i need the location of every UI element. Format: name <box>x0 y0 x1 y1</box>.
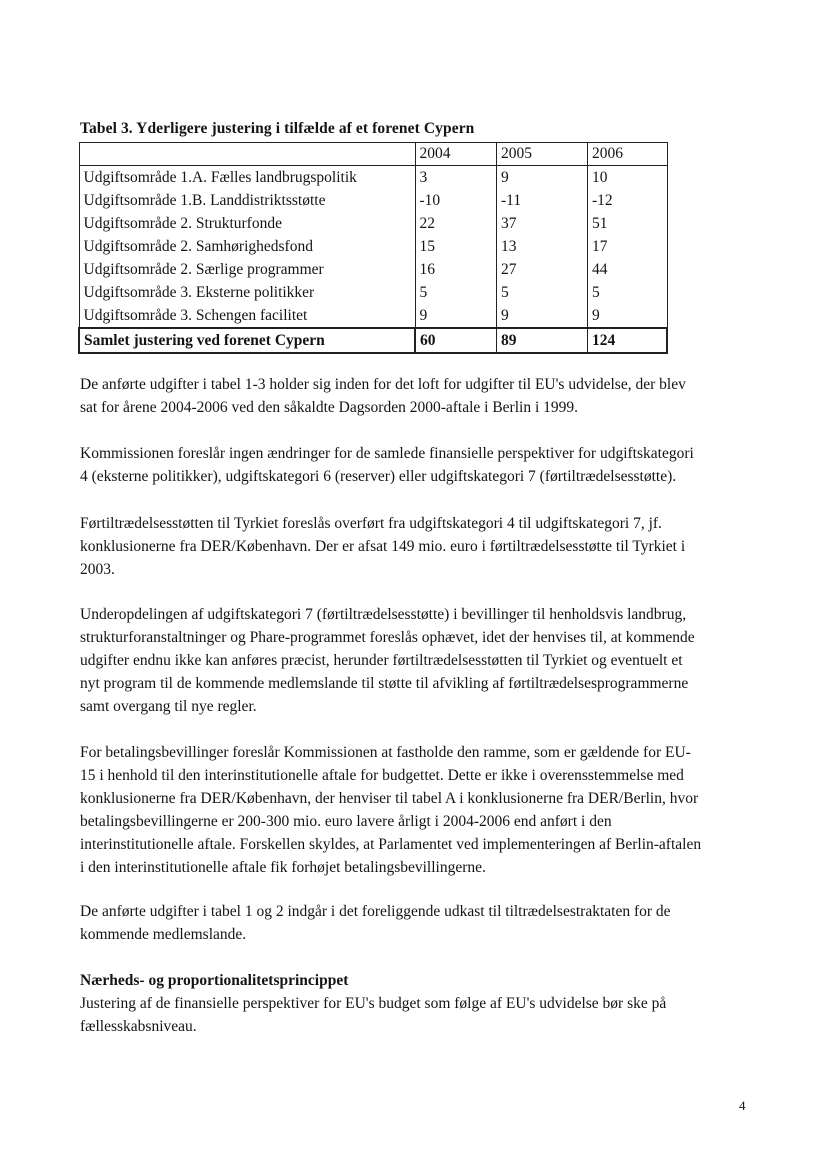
header-cell-2006: 2006 <box>588 143 668 166</box>
total-2005: 89 <box>497 328 588 353</box>
text-line: udgifter endnu ikke kan anføres præcist, herunder førtiltrædelsesstøtten til Tyrkiet og eventuelt et <box>80 652 683 669</box>
cell-2005: 13 <box>497 235 588 258</box>
text-line: interinstitutionelle aftale. Forskellen skyldes, at Parlamentet ved implementeringen af Berlin-aftalen <box>80 836 702 853</box>
text-line: De anførte udgifter i tabel 1-3 holder sig inden for det loft for udgifter til EU's udvidelse, der blev <box>80 376 686 393</box>
cell-2005: 37 <box>497 212 588 235</box>
text-line: 2003. <box>80 561 115 578</box>
table-total-row <box>79 328 667 353</box>
cell-2006: 51 <box>588 212 668 235</box>
header-cell-2004: 2004 <box>415 143 497 166</box>
table-row <box>79 281 667 304</box>
text-line: 4 (eksterne politikker), udgiftskategori 6 (reserver) eller udgiftskategori 7 (førtiltrædelsesstøtte). <box>80 468 677 485</box>
header-cell-empty <box>79 143 415 166</box>
table-header-row <box>79 143 667 166</box>
text-line: samt overgang til nye regler. <box>80 698 257 715</box>
paragraph-financial-perspectives <box>80 442 760 488</box>
text-line: Førtiltrædelsesstøtten til Tyrkiet foreslås overført fra udgiftskategori 4 til udgiftskategori 7, jf. <box>80 515 662 532</box>
text-line: For betalingsbevillinger foreslår Kommissionen at fastholde den ramme, som er gældende for EU- <box>80 744 691 761</box>
text-line: Kommissionen foreslår ingen ændringer for de samlede finansielle perspektiver for udgiftskategori <box>80 445 694 462</box>
table-title: Tabel 3. Yderligere justering i tilfælde af et forenet Cypern <box>80 120 475 137</box>
paragraph-payment-appropriations <box>80 741 760 879</box>
text-line: strukturforanstaltninger og Phare-programmet foreslås ophævet, idet der henvises til, at kommende <box>80 629 695 646</box>
row-label: Udgiftsområde 3. Eksterne politikker <box>79 281 415 304</box>
text-line: 15 i henhold til den interinstitutionelle aftale for budgettet. Dette er ikke i overensstemmelse med <box>80 767 684 784</box>
table-row <box>79 189 667 212</box>
cell-2004: -10 <box>415 189 497 212</box>
table-row <box>79 166 667 190</box>
text-line: sat for årene 2004-2006 ved den såkaldte Dagsorden 2000-aftale i Berlin i 1999. <box>80 399 578 416</box>
section-heading: Nærheds- og proportionalitetsprincippet <box>80 972 349 989</box>
cell-2006: 10 <box>588 166 668 190</box>
cell-2006: 17 <box>588 235 668 258</box>
cell-2005: -11 <box>497 189 588 212</box>
section-body <box>80 992 760 1038</box>
cell-2005: 5 <box>497 281 588 304</box>
text-line: nyt program til de kommende medlemslande til støtte til afvikling af førtiltrædelsesprogrammerne <box>80 675 689 692</box>
cell-2006: 44 <box>588 258 668 281</box>
cell-2006: -12 <box>588 189 668 212</box>
text-line: fællesskabsniveau. <box>80 1018 197 1035</box>
text-line: Underopdelingen af udgiftskategori 7 (førtiltrædelsesstøtte) i bevillinger til henholdsvis landbrug, <box>80 606 687 623</box>
table-row <box>79 304 667 328</box>
paragraph-budget-ceiling <box>80 373 760 419</box>
row-label: Udgiftsområde 2. Strukturfonde <box>79 212 415 235</box>
cell-2006: 5 <box>588 281 668 304</box>
cell-2006: 9 <box>588 304 668 328</box>
cell-2004: 16 <box>415 258 497 281</box>
text-line: i den interinstitutionelle aftale fik forhøjet betalingsbevillingerne. <box>80 859 486 876</box>
row-label: Udgiftsområde 1.A. Fælles landbrugspolitik <box>79 166 415 190</box>
paragraph-subdivision <box>80 603 760 718</box>
row-label: Udgiftsområde 2. Samhørighedsfond <box>79 235 415 258</box>
text-line: konklusionerne fra DER/København. Der er afsat 149 mio. euro i førtiltrædelsesstøtte til Tyrkiet i <box>80 538 686 555</box>
total-2004: 60 <box>415 328 497 353</box>
adjustment-table <box>78 142 668 354</box>
total-label: Samlet justering ved forenet Cypern <box>79 328 415 353</box>
total-2006: 124 <box>588 328 668 353</box>
cell-2004: 15 <box>415 235 497 258</box>
page-number: 4 <box>739 1098 746 1113</box>
table-row <box>79 212 667 235</box>
cell-2005: 27 <box>497 258 588 281</box>
cell-2005: 9 <box>497 304 588 328</box>
row-label: Udgiftsområde 3. Schengen facilitet <box>79 304 415 328</box>
text-line: konklusionerne fra DER/København, der henviser til tabel A i konklusionerne fra DER/Berlin, hvor <box>80 790 699 807</box>
row-label: Udgiftsområde 1.B. Landdistriktsstøtte <box>79 189 415 212</box>
table-row <box>79 258 667 281</box>
paragraph-accession-treaty <box>80 900 760 946</box>
cell-2004: 5 <box>415 281 497 304</box>
text-line: betalingsbevillingerne er 200-300 mio. euro lavere årligt i 2004-2006 end anført i den <box>80 813 612 830</box>
header-cell-2005: 2005 <box>497 143 588 166</box>
row-label: Udgiftsområde 2. Særlige programmer <box>79 258 415 281</box>
paragraph-turkey-support <box>80 512 760 581</box>
text-line: De anførte udgifter i tabel 1 og 2 indgår i det foreliggende udkast til tiltrædelsestraktaten for de <box>80 903 671 920</box>
cell-2004: 9 <box>415 304 497 328</box>
cell-2005: 9 <box>497 166 588 190</box>
table-row <box>79 235 667 258</box>
cell-2004: 3 <box>415 166 497 190</box>
text-line: Justering af de finansielle perspektiver for EU's budget som følge af EU's udvidelse bør ske på <box>80 995 667 1012</box>
cell-2004: 22 <box>415 212 497 235</box>
text-line: kommende medlemslande. <box>80 926 247 943</box>
